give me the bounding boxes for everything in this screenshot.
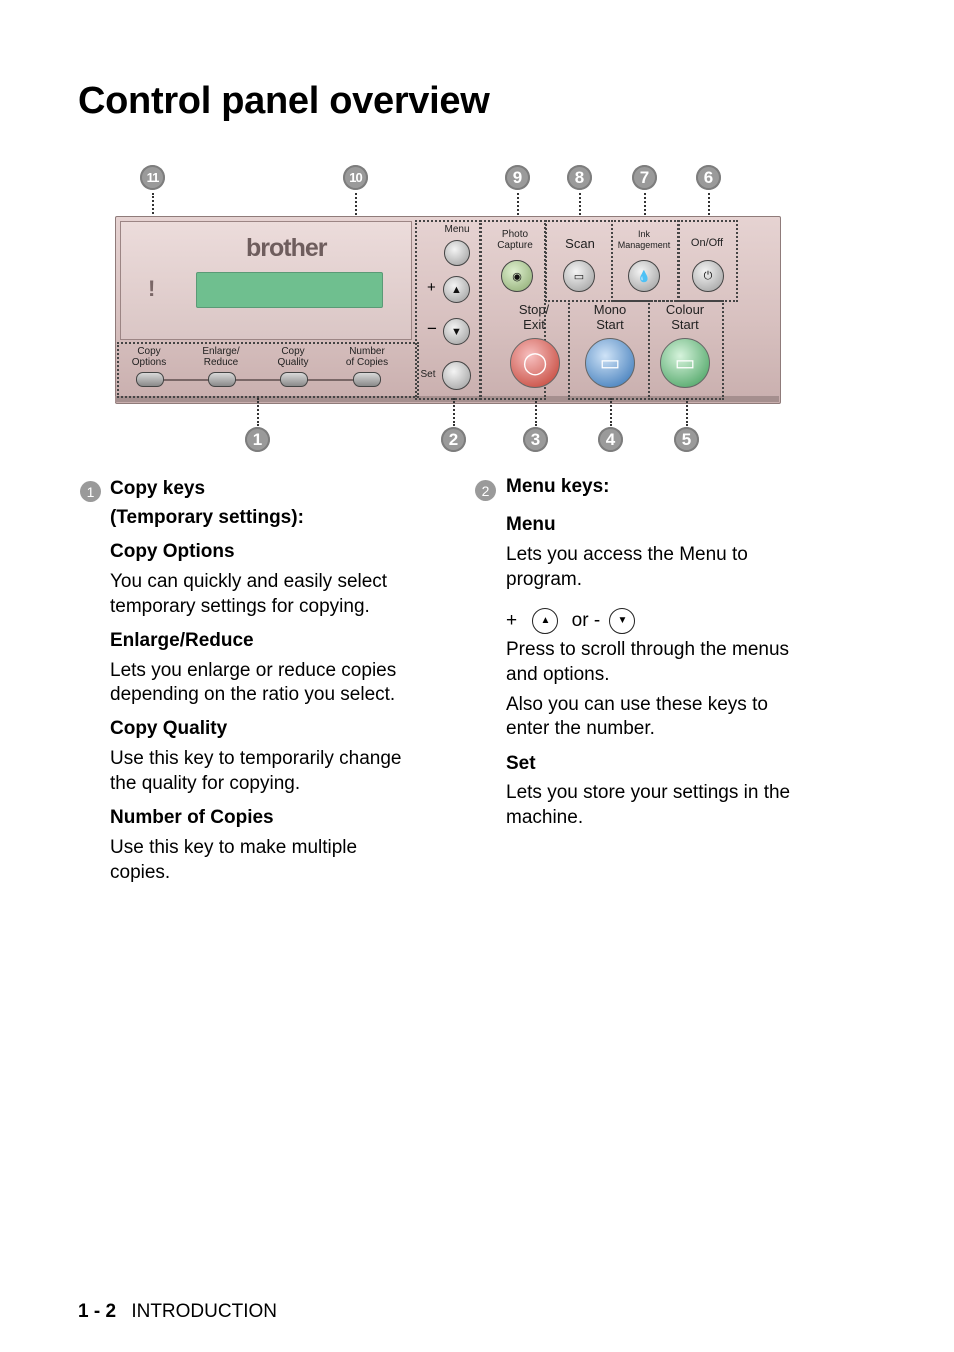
callout-2: 2 bbox=[441, 427, 466, 452]
enlarge-reduce-line-2: depending on the ratio you select. bbox=[110, 684, 396, 705]
set-label: Set bbox=[420, 369, 436, 380]
section-name: INTRODUCTION bbox=[131, 1301, 277, 1322]
callout-8: 8 bbox=[567, 165, 592, 190]
document-icon: ▭ bbox=[674, 350, 696, 375]
ink-drop-icon: 💧 bbox=[637, 270, 651, 283]
number-of-copies-button[interactable] bbox=[353, 372, 381, 387]
enlarge-reduce-line-1: Lets you enlarge or reduce copies bbox=[110, 660, 397, 681]
menu-keys-heading: Menu keys: bbox=[506, 476, 610, 497]
on-off-label: On/Off bbox=[690, 237, 724, 249]
scroll-line-1: Press to scroll through the menus bbox=[506, 639, 790, 660]
colour-start-label: Colour Start bbox=[665, 302, 705, 332]
on-off-button[interactable] bbox=[692, 260, 724, 292]
control-panel-diagram bbox=[0, 0, 954, 470]
stop-exit-button[interactable] bbox=[510, 338, 560, 388]
plus-text: + bbox=[506, 610, 518, 632]
also-line-2: enter the number. bbox=[506, 718, 655, 739]
copy-options-label: Copy Options bbox=[131, 346, 167, 368]
or-minus-text: or - bbox=[571, 610, 601, 632]
mono-start-button[interactable] bbox=[585, 338, 635, 388]
copy-options-title: Copy Options bbox=[110, 541, 235, 562]
copy-options-line-2: temporary settings for copying. bbox=[110, 596, 370, 617]
photo-capture-label: Photo Capture bbox=[497, 229, 533, 251]
copy-quality-line-1: Use this key to temporarily change bbox=[110, 748, 402, 769]
copy-keys-heading: Copy keys bbox=[110, 478, 206, 499]
copy-quality-line-2: the quality for copying. bbox=[110, 773, 301, 794]
leader-5 bbox=[686, 398, 688, 426]
up-arrow-icon: ▲ bbox=[451, 283, 462, 296]
set-line-2: machine. bbox=[506, 807, 584, 828]
copy-options-button[interactable] bbox=[136, 372, 164, 387]
mono-start-label: Mono Start bbox=[593, 302, 627, 332]
page-footer bbox=[78, 1301, 277, 1323]
photo-capture-button[interactable] bbox=[501, 260, 533, 292]
callout-6: 6 bbox=[696, 165, 721, 190]
callout-1: 1 bbox=[245, 427, 270, 452]
down-arrow-icon: ▼ bbox=[451, 325, 462, 338]
enlarge-reduce-title: Enlarge/Reduce bbox=[110, 630, 254, 651]
leader-4 bbox=[610, 398, 612, 426]
ink-management-button[interactable] bbox=[628, 260, 660, 292]
menu-button[interactable] bbox=[444, 240, 470, 266]
up-key-icon: ▲ bbox=[532, 608, 558, 634]
plus-minus-line bbox=[506, 608, 635, 634]
callout-7: 7 bbox=[632, 165, 657, 190]
leader-3 bbox=[535, 398, 537, 426]
callout-3: 3 bbox=[523, 427, 548, 452]
scan-button[interactable] bbox=[563, 260, 595, 292]
camera-icon: ◉ bbox=[512, 270, 522, 283]
plus-sign: + bbox=[427, 279, 436, 296]
leader-2 bbox=[453, 398, 455, 426]
number-of-copies-line-1: Use this key to make multiple bbox=[110, 837, 358, 858]
copy-quality-title: Copy Quality bbox=[110, 718, 228, 739]
stop-exit-label: Stop/ Exit bbox=[518, 302, 550, 332]
section-number-2: 2 bbox=[475, 480, 496, 501]
down-arrow-button[interactable] bbox=[443, 318, 470, 345]
menu-line-1: Lets you access the Menu to bbox=[506, 544, 748, 565]
number-of-copies-label: Number of Copies bbox=[345, 346, 389, 368]
menu-line-2: program. bbox=[506, 569, 583, 590]
document-icon: ▭ bbox=[599, 350, 621, 375]
number-of-copies-line-2: copies. bbox=[110, 862, 171, 883]
set-title: Set bbox=[506, 753, 536, 774]
also-line-1: Also you can use these keys to bbox=[506, 694, 768, 715]
warning-icon: ! bbox=[148, 276, 156, 301]
page-title: Control panel overview bbox=[78, 80, 490, 122]
lcd-screen bbox=[196, 272, 383, 308]
temporary-settings-heading: (Temporary settings): bbox=[110, 507, 304, 528]
callout-5: 5 bbox=[674, 427, 699, 452]
copy-keys-rail bbox=[150, 379, 370, 381]
callout-9: 9 bbox=[505, 165, 530, 190]
callout-4: 4 bbox=[598, 427, 623, 452]
callout-11: 11 bbox=[140, 165, 165, 190]
stop-icon: ◯ bbox=[522, 350, 548, 375]
scroll-line-2: and options. bbox=[506, 664, 610, 685]
minus-sign: − bbox=[427, 319, 437, 338]
copy-options-line-1: You can quickly and easily select bbox=[110, 571, 388, 592]
page-number: 1 - 2 bbox=[78, 1301, 117, 1322]
ink-management-label: Ink Management bbox=[617, 229, 671, 250]
up-arrow-button[interactable] bbox=[443, 276, 470, 303]
menu-label: Menu bbox=[444, 224, 470, 235]
leader-1 bbox=[257, 398, 259, 426]
number-of-copies-title: Number of Copies bbox=[110, 807, 274, 828]
set-button[interactable] bbox=[442, 361, 471, 390]
copy-quality-label: Copy Quality bbox=[277, 346, 309, 368]
scan-label: Scan bbox=[565, 236, 595, 251]
down-key-icon: ▼ bbox=[609, 608, 635, 634]
scanner-icon: ▭ bbox=[573, 270, 585, 283]
enlarge-reduce-label: Enlarge/ Reduce bbox=[202, 346, 240, 368]
callout-10: 10 bbox=[343, 165, 368, 190]
enlarge-reduce-button[interactable] bbox=[208, 372, 236, 387]
power-icon: ⏻ bbox=[703, 269, 713, 282]
set-line-1: Lets you store your settings in the bbox=[506, 782, 791, 803]
brand-logo: brother bbox=[246, 234, 327, 262]
menu-title: Menu bbox=[506, 514, 556, 535]
colour-start-button[interactable] bbox=[660, 338, 710, 388]
section-number-1: 1 bbox=[80, 481, 101, 502]
copy-quality-button[interactable] bbox=[280, 372, 308, 387]
